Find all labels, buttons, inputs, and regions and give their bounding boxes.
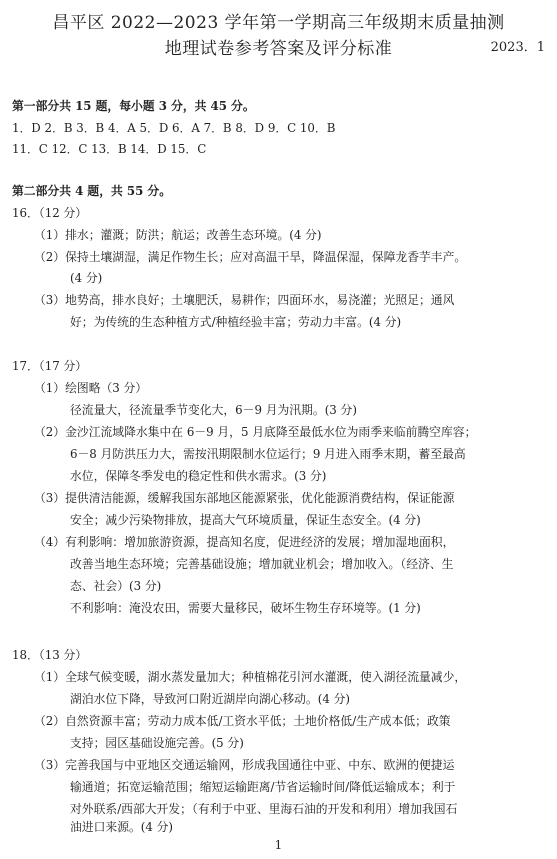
q17-answer-3-cont: 安全；减少污染物排放，提高大气环境质量，保证生态安全。(4 分)	[70, 513, 421, 527]
q16-answer-1: （1）排水；灌溉；防洪；航运；改善生态环境。(4 分)	[34, 228, 322, 242]
question-17-label: 17．（17 分）	[12, 359, 88, 373]
q18-answer-1: （1）全球气候变暖，湖水蒸发量加大；种植棉花引河水灌溉，使入湖径流量减少，	[34, 670, 467, 684]
q18-answer-3-cont: 对外联系/西部大开发；（有利于中亚、里海石油的开发和利用）增加我国石	[70, 802, 458, 816]
q18-answer-2-cont: 支持；园区基础设施完善。(5 分)	[70, 736, 244, 750]
q17-answer-4: （4）有利影响：增加旅游资源，提高知名度，促进经济的发展；增加湿地面积，	[34, 535, 455, 549]
part1-heading: 第一部分共 15 题，每小题 3 分，共 45 分。	[12, 99, 255, 113]
q17-answer-2-cont: 6－8 月防洪压力大，需按汛期限制水位运行；9 月进入雨季末期，蓄至最高	[70, 447, 466, 461]
q17-answer-4-cont: 不利影响：淹没农田，需要大量移民，破坏生物生存环境等。(1 分)	[70, 601, 421, 615]
document-title: 昌平区 2022—2023 学年第一学期高三年级期末质量抽测	[52, 13, 505, 33]
q18-answer-3-cont: 输通道；拓宽运输范围；缩短运输距离/节省运输时间/降低运输成本；利于	[70, 780, 456, 794]
q16-answer-2: （2）保持土壤湖湿，满足作物生长；应对高温干旱，降温保湿，保障龙香芋丰产。	[34, 250, 467, 264]
question-18-label: 18．（13 分）	[12, 648, 88, 662]
q18-answer-2: （2）自然资源丰富；劳动力成本低/工资水平低；土地价格低/生产成本低；政策	[34, 714, 451, 728]
question-16-label: 16．（12 分）	[12, 206, 88, 220]
q17-answer-2-cont: 水位，保障冬季发电的稳定性和供水需求。(3 分)	[70, 469, 327, 483]
q17-answer-1-cont: 径流量大，径流量季节变化大，6－9 月为汛期。(3 分)	[70, 403, 357, 417]
part1-answers-row: 11．C 12．C 13．B 14．D 15．C	[12, 142, 207, 156]
q17-answer-3: （3）提供清洁能源，缓解我国东部地区能源紧张，优化能源消费结构，保证能源	[34, 491, 455, 505]
page-number: 1	[274, 838, 283, 852]
q16-answer-3-cont: 好；为传统的生态种植方式/种植经验丰富；劳动力丰富。(4 分)	[70, 315, 402, 329]
q17-answer-4-cont: 态、社会）(3 分)	[70, 579, 162, 593]
q17-answer-2: （2）金沙江流域降水集中在 6－9 月，5 月底降至最低水位为雨季来临前腾空库容；	[34, 425, 477, 439]
q18-answer-3-cont: 油进口来源。(4 分)	[70, 820, 174, 834]
q16-answer-2-cont: (4 分)	[70, 271, 103, 285]
q17-answer-1: （1）绘图略（3 分）	[34, 381, 148, 395]
document-subtitle: 地理试卷参考答案及评分标准	[164, 39, 393, 59]
q18-answer-1-cont: 湖泊水位下降，导致河口附近湖岸向湖心移动。(4 分)	[70, 692, 350, 706]
part1-answers-row: 1．D 2．B 3．B 4．A 5．D 6．A 7．B 8．D 9．C 10．B	[12, 121, 336, 135]
document-date: 2023．1	[490, 40, 545, 55]
q18-answer-3: （3）完善我国与中亚地区交通运输网，形成我国通往中亚、中东、欧洲的便捷运	[34, 758, 455, 772]
q17-answer-4-cont: 改善当地生态环境；完善基础设施；增加就业机会；增加收入。（经济、生	[70, 557, 454, 571]
q16-answer-3: （3）地势高，排水良好；土壤肥沃，易耕作；四面环水，易浇灌；光照足；通风	[34, 293, 455, 307]
part2-heading: 第二部分共 4 题，共 55 分。	[12, 184, 172, 198]
